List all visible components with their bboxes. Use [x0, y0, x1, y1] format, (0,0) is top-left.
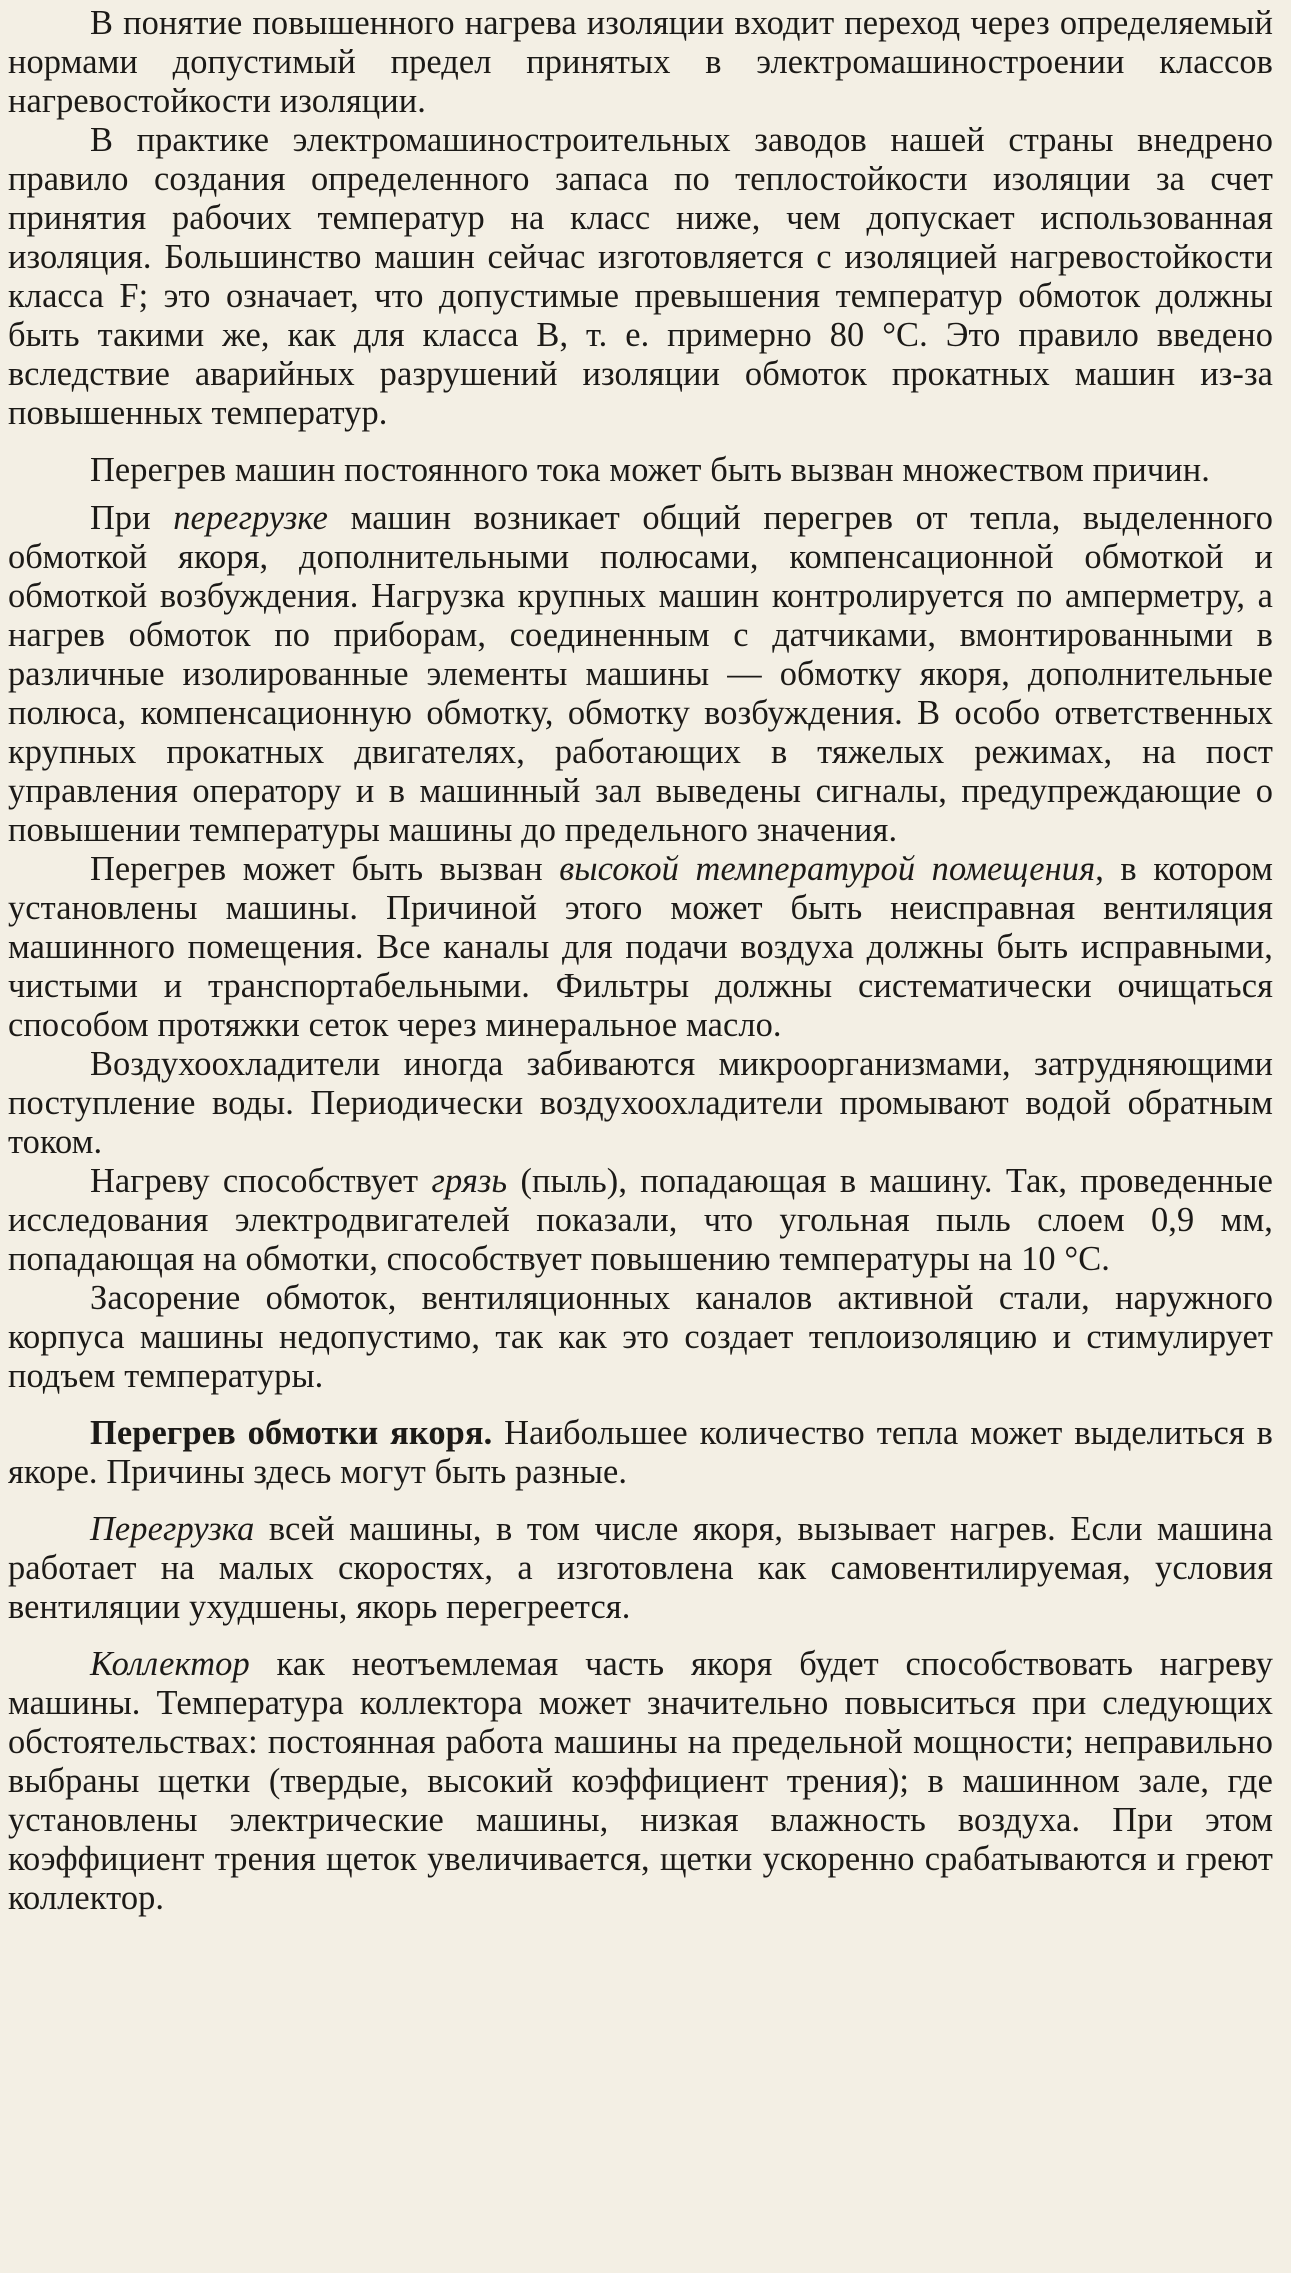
paragraph-air-coolers [8, 1045, 1273, 1162]
text-segment: Наибольшее количество тепла может выделиться в якоре. Причины здесь могут быть разные. [8, 1414, 1273, 1491]
paragraph-room-temperature [8, 850, 1273, 1045]
paragraph-factory-practice [8, 121, 1273, 433]
text-segment: Перегрев может быть вызван [90, 850, 560, 888]
paragraph-insulation-heating [8, 4, 1273, 121]
italic-term: высокой температурой помещения [559, 850, 1096, 888]
text-segment: В практике электромашиностроительных заводов нашей страны внедрено правило создания определенного запаса по теплостойкости изоляции за счет принятия рабочих температур на класс ниже, чем допускает использованная изоляция. Большинство машин сейчас изготовляется с изоляцией нагревостойкости класса F; это означает, что допустимые превышения температур обмоток должны быть такими же, как для класса В, т. е. примерно 80 °С. Это правило введено вследствие аварийных разрушений изоляции обмоток прокатных машин из-за повышенных температур. [8, 121, 1273, 432]
text-segment: Перегрев машин постоянного тока может быть вызван множеством причин. [90, 451, 1210, 489]
italic-term: Перегрузка [90, 1510, 255, 1548]
paragraph-machine-overload [8, 1510, 1273, 1627]
text-segment: всей машины, в том числе якоря, вызывает нагрев. Если машина работает на малых скоростях, а изготовлена как самовентилируемая, условия вентиляции ухудшены, якорь перегреется. [8, 1510, 1273, 1626]
paragraph-commutator [8, 1645, 1273, 1918]
paragraph-armature-overheat [8, 1414, 1273, 1492]
text-segment: При [90, 499, 174, 537]
paragraph-dirt [8, 1162, 1273, 1279]
text-segment: (пыль), попадающая в машину. Так, проведенные исследования электродвигателей показали, что угольная пыль слоем 0,9 мм, попадающая на обмотки, способствует повышению температуры на 10 °С. [8, 1162, 1273, 1278]
italic-term: перегрузке [173, 499, 329, 537]
text-segment: Воздухоохладители иногда забиваются микроорганизмами, затрудняющими поступление воды. Периодически воздухоохладители промывают водой обратным током. [8, 1045, 1273, 1161]
text-segment: Нагреву способствует [90, 1162, 432, 1200]
text-segment: как неотъемлемая часть якоря будет способствовать нагреву машины. Температура коллектора может значительно повыситься при следующих обстоятельствах: постоянная работа машины на предельной мощности; неправильно выбраны щетки (твердые, высокий коэффициент трения); в машинном зале, где установлены электрические машины, низкая влажность воздуха. При этом коэффициент трения щеток увеличивается, щетки ускоренно срабатываются и греют коллектор. [8, 1645, 1273, 1917]
text-segment: Засорение обмоток, вентиляционных каналов активной стали, наружного корпуса машины недопустимо, так как это создает теплоизоляцию и стимулирует подъем температуры. [8, 1279, 1273, 1395]
text-segment: , в котором установлены машины. Причиной этого может быть неисправная вентиляция машинного помещения. Все каналы для подачи воздуха должны быть исправными, чистыми и транспортабельными. Фильтры должны систематически очищаться способом протяжки сеток через минеральное масло. [8, 850, 1273, 1044]
paragraph-dc-overheat-causes [8, 451, 1273, 490]
bold-heading: Перегрев обмотки якоря. [90, 1414, 493, 1452]
paragraph-overload [8, 499, 1273, 850]
text-segment: В понятие повышенного нагрева изоляции входит переход через определяемый нормами допустимый предел принятых в электромашиностроении классов нагревостойкости изоляции. [8, 4, 1273, 120]
paragraph-clogging [8, 1279, 1273, 1396]
italic-term: грязь [431, 1162, 508, 1200]
italic-term: Коллектор [90, 1645, 250, 1683]
text-segment: машин возникает общий перегрев от тепла, выделенного обмоткой якоря, дополнительными полюсами, компенсационной обмоткой и обмоткой возбуждения. Нагрузка крупных машин контролируется по амперметру, а нагрев обмоток по приборам, соединенным с датчиками, вмонтированными в различные изолированные элементы машины — обмотку якоря, дополнительные полюса, компенсационную обмотку, обмотку возбуждения. В особо ответственных крупных прокатных двигателях, работающих в тяжелых режимах, на пост управления оператору и в машинный зал выведены сигналы, предупреждающие о повышении температуры машины до предельного значения. [8, 499, 1273, 849]
